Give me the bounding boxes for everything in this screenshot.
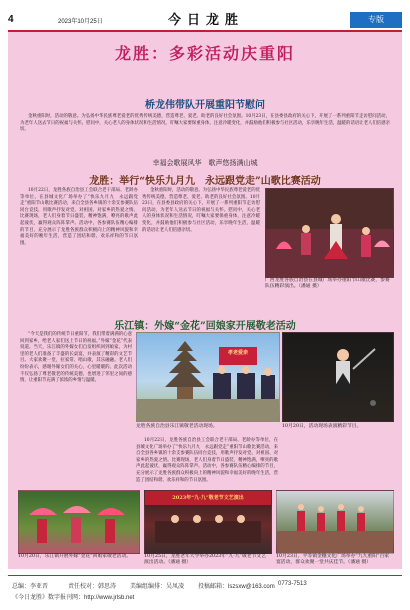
article2-body-col1 [20,188,138,308]
feature-title: 龙胜：多彩活动庆重阳 [114,44,295,63]
article3-body-col1 [20,332,132,482]
caption-photo5: 10月25日，龙胜老年大学举办2023年“九·九”敬老节文艺演出活动。（潘通 摄） [144,554,266,565]
photo-umbrellas [18,490,140,554]
caption-photo3: 10月20日，活动现场表演精彩节目。 [282,424,362,429]
section-tag: 专版 [350,12,402,28]
article1-text: 金秋重阳时，活动的敬意。为弘扬中华民族尊老爱老的优秀传统美德，营造尊老、爱老、助老的良好社会氛围。10月23日，在县委县政府的关心下，开展了一系列重阳节走访慰问活动，为老年人送去节日的祝福与关怀。慰问中，关心老人的身体状况和生活情况，叮嘱大家要保重身体，注意冷暖变化，并鼓励他们积极参与社区活动，乐享晚年生活，温暖的话语让老人们倍感亲切。 [20,114,390,133]
feature-panel [8,32,402,569]
caption-photo6: 10月23日，平等镇金穗文化广场举办“九九重阳”百家宴活动，群众欢聚一堂共庆佳节。（潘通 摄） [276,554,390,565]
footer-duty-editor: 责任校对：韩思涛 [68,584,117,590]
article2-body-col2 [142,188,260,308]
photo-drum-tower-art [137,333,279,421]
caption-photo1: 广西龙胜各族自治县在县城广场举办重阳节山歌比赛，参赛队伍精彩演出。（潘通 摄） [265,278,390,289]
photo-banner-text: 孝老爱亲 [227,350,248,356]
article1-headline: 桥龙伟带队开展重阳节慰问 [145,100,265,111]
footer-editor: 总编：李亚晋 [12,584,49,590]
page-number: 4 [8,14,14,25]
photo-umbrellas-art [19,491,139,553]
photo-singers [265,188,394,278]
newspaper-name: 今日龙胜 [168,13,245,28]
article1-text-repeat: 金秋重阳时，活动的敬意。为弘扬中华民族尊老爱老的优秀传统美德，营造尊老、爱老、助老的良好社会氛围。10月23日，在县委县政府的关心下，开展了一系列重阳节走访慰问活动，为老年人送去节日的祝福与关怀。慰问中，关心老人的身体状况和生活情况，叮嘱大家要保重身体，注意冷暖变化，并鼓励他们积极参与社区活动，乐享晚年生活，温暖的话语让老人们倍感亲切。 [142,188,260,233]
photo-performer [282,332,394,422]
article3-body-col2 [136,438,278,482]
article3-headline: 乐江镇：外嫁“金花”回娘家开展敬老活动 [114,321,296,332]
photo-stage [144,490,272,554]
photo-singers-art [266,189,393,277]
footer-designer: 美编组编排：吴凤凌 [130,584,185,590]
footer-phone: 0773-7513 [278,581,307,587]
photo-banquet-art [277,491,393,553]
caption-photo4: 10月20日，乐江镇开展外嫁“金花”回娘家敬老活动。 [18,554,132,559]
photo-drum-tower [136,332,280,422]
page-header [0,0,410,34]
article2-text-repeat: 10月22日，龙胜各族自治县工会联合老干部局、老龄办等单位，在县城文化广场举办了“快乐九月九 永远跟党走”重阳节山歌比赛活动，来自全县各乡镇的十余支参赛队伍同台竞技，用歌声抒发对党、对祖国、对家乡的热爱之情。比赛现场，老人们身着节日盛装，精神饱满，嘹亮的歌声此起彼伏，赢得观众阵阵掌声。活动中，各参赛队伍精心编排的节目，充分展示了龙胜各族群众积极向上的精神风貌和幸福美好的晚年生活，营造了团结和谐、欢乐祥和的节日氛围。 [136,438,278,483]
footer-website: 《今日龙胜》数字报刊网：http://www.jrlsb.net [12,595,135,601]
photo-performer-art [283,333,393,421]
article2-headline: 龙胜：举行“快乐九月九 永远跟党走”山歌比赛活动 [89,176,321,187]
stage-banner-text: 2023年“九·九”敬老节文艺演出 [172,495,244,501]
photo-banquet [276,490,394,554]
footer-email: 投稿邮箱：lszsxw@163.com [198,584,275,590]
article1-body [20,114,390,154]
caption-photo2: 龙胜各族自治县乐江镇敬老活动现场。 [136,424,218,429]
page-footer [8,575,402,610]
article3-text: “今天是我们的传统节日重阳节，我们带着满满的心意回到家乡，给老人家们送上节日的祝福。”外嫁“金花”代表说道。当天，乐江镇的外嫁女们自发组织回到娘家，为村里的老人们准备了丰盛的长桌宴，并表演了精彩的文艺节目。大家欢聚一堂，拉家常、唱山歌，其乐融融。老人们纷纷表示，感谢外嫁女们的关心，心里暖暖的。此次活动不仅弘扬了尊老敬老的传统美德，也增进了邻里之间的感情，让重阳节充满了浓浓的乡情与温暖。 [20,332,132,384]
article2-kicker: 幸福会歌展风华 歌声悠扬满山城 [152,159,258,167]
article2-text: 10月22日，龙胜各族自治县工会联合老干部局、老龄办等单位，在县城文化广场举办了“快乐九月九 永远跟党走”重阳节山歌比赛活动，来自全县各乡镇的十余支参赛队伍同台竞技，用歌声抒发对党、对祖国、对家乡的热爱之情。比赛现场，老人们身着节日盛装，精神饱满，嘹亮的歌声此起彼伏，赢得观众阵阵掌声。活动中，各参赛队伍精心编排的节目，充分展示了龙胜各族群众积极向上的精神风貌和幸福美好的晚年生活，营造了团结和谐、欢乐祥和的节日氛围。 [20,188,138,246]
issue-date: 2023年10月25日 [58,19,103,25]
